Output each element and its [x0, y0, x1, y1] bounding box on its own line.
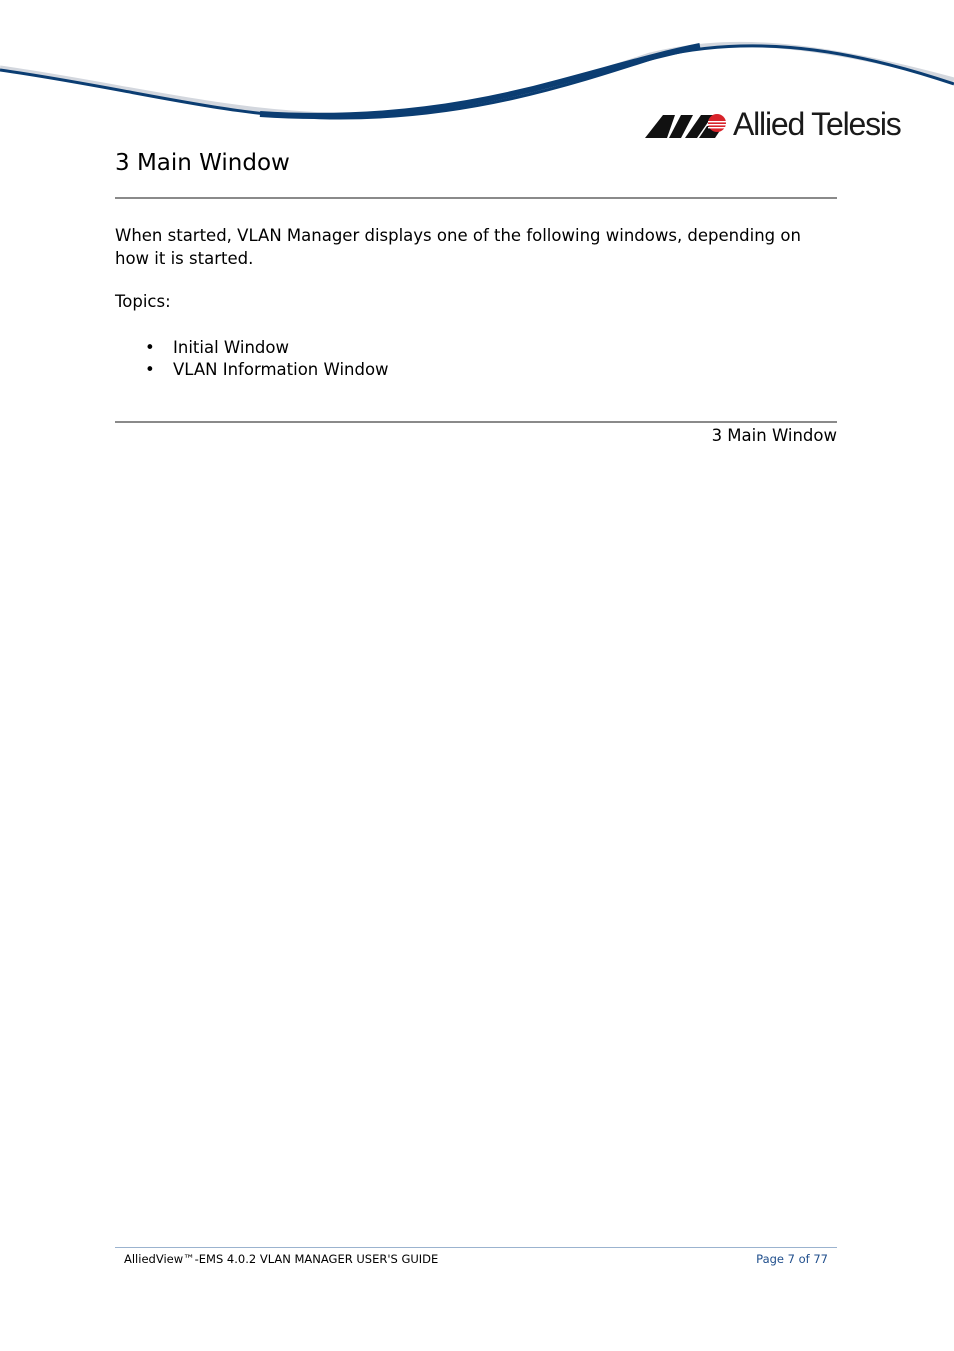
topic-item-vlan-information-window[interactable] — [145, 359, 389, 381]
bullet-icon: • — [145, 338, 155, 357]
topic-link-label: Initial Window — [173, 338, 289, 357]
intro-paragraph: When started, VLAN Manager displays one of the following windows, depending on how it is started. — [115, 226, 801, 268]
topics-label: Topics: — [115, 292, 171, 311]
topics-list — [145, 337, 389, 381]
footer-divider — [115, 1247, 837, 1248]
section-divider — [115, 421, 837, 423]
section-reference: 3 Main Window — [711, 426, 837, 445]
topic-link-label: VLAN Information Window — [173, 360, 389, 379]
bullet-icon: • — [145, 360, 155, 379]
topic-item-initial-window[interactable] — [145, 337, 389, 359]
footer-document-title: AlliedView™-EMS 4.0.2 VLAN MANAGER USER'S GUIDE — [124, 1252, 439, 1266]
allied-telesis-logo-mark-icon — [645, 110, 731, 140]
allied-telesis-wordmark: Allied Telesis — [733, 106, 901, 142]
title-divider — [115, 197, 837, 199]
page-title: 3 Main Window — [115, 150, 290, 176]
allied-telesis-logo — [645, 106, 905, 146]
footer-page-number: Page 7 of 77 — [756, 1252, 828, 1266]
